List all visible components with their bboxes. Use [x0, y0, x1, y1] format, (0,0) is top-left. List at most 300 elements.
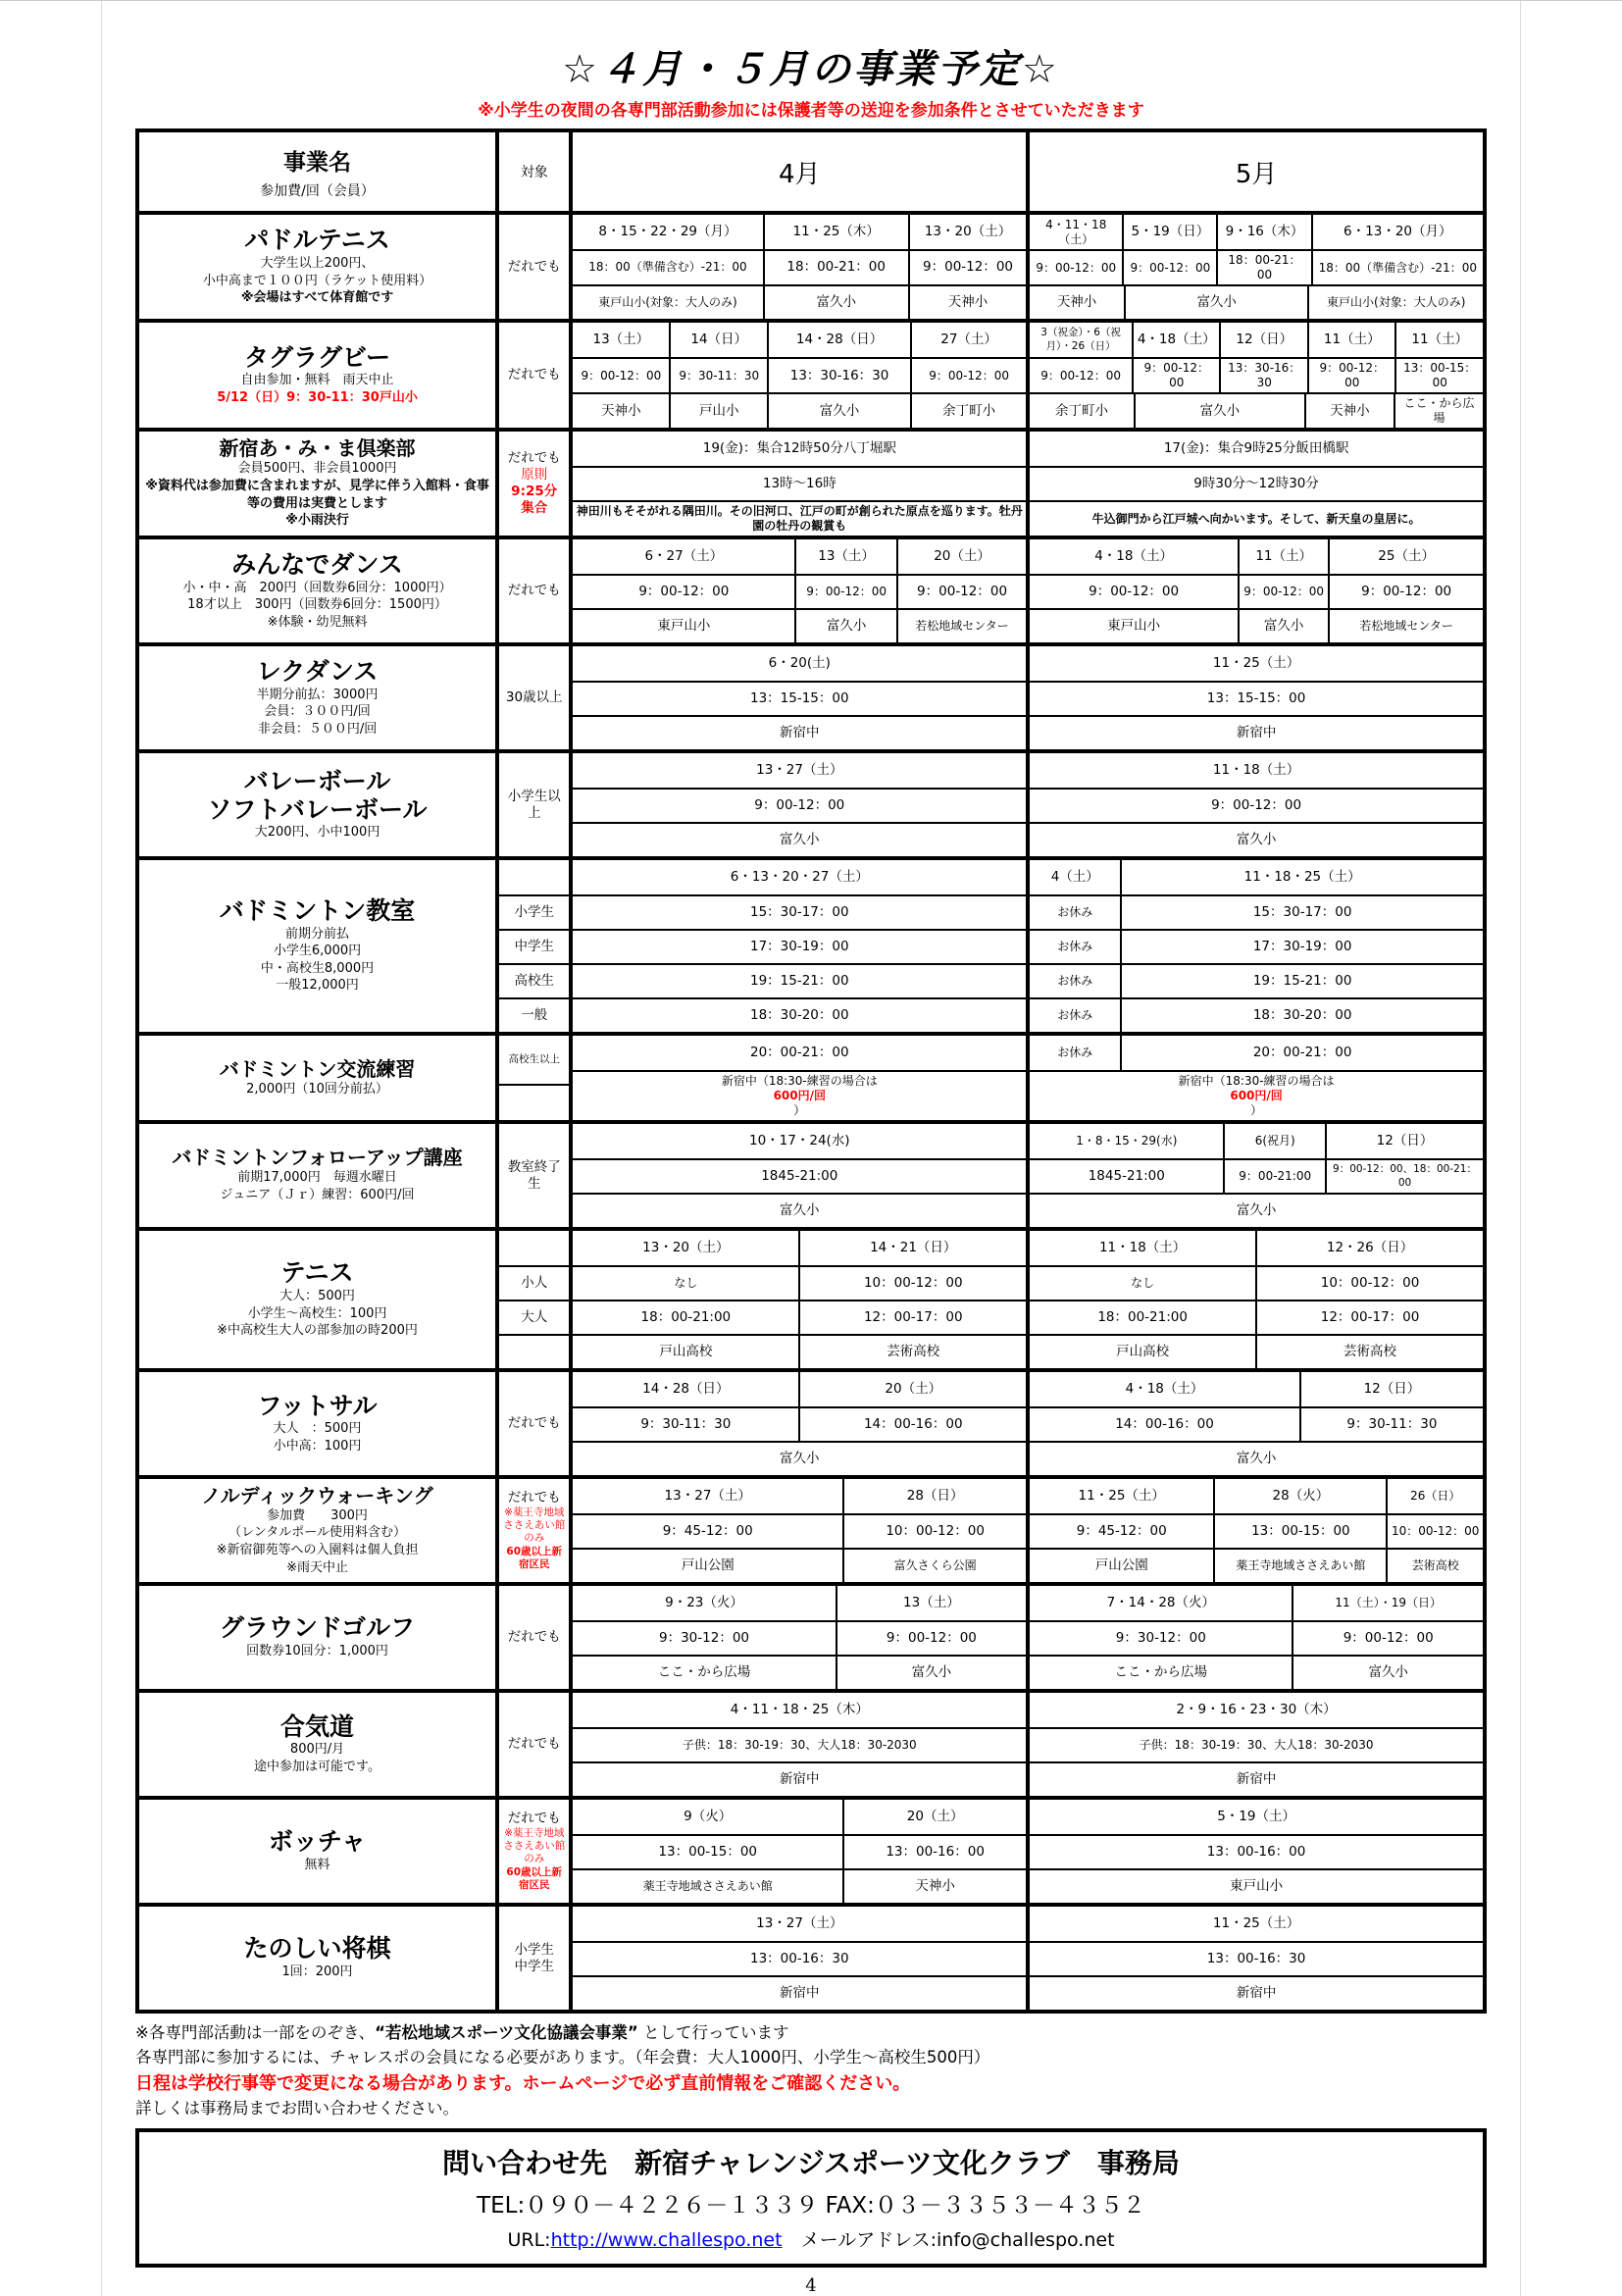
program-fee-note: ※資料代は参加費に含まれますが、見学に伴う入館料・食事等の費用は実費とします: [145, 478, 489, 511]
cell-line: 原則: [521, 467, 548, 484]
schedule-cell: 子供：18：30-19：30、大人18：30-2030: [682, 1738, 917, 1752]
schedule-cell: 12：00-17：00: [798, 1301, 1026, 1334]
program-title: 合気道: [280, 1711, 355, 1741]
header-target: 対象: [495, 132, 569, 211]
schedule-cell: ここ・から広場: [1114, 1664, 1208, 1681]
schedule-cell: 18：30-20：00: [749, 1007, 849, 1024]
schedule-cell: 13時～16時: [762, 476, 836, 492]
schedule-cell: 4・18（土）: [1132, 323, 1220, 357]
schedule-cell: 9：00-12：00: [836, 1622, 1027, 1655]
schedule-cell: 小学生以上: [507, 788, 561, 821]
target-column: [495, 860, 569, 1032]
schedule-cell: 13（土）: [836, 1586, 1027, 1620]
schedule-subrow: [573, 1548, 1026, 1582]
program-fee-note: 前期17,000円 毎週水曜日: [237, 1170, 397, 1186]
april-column: [569, 1800, 1026, 1903]
schedule-subrow: [499, 215, 569, 319]
schedule-cell: 9：30-12：00: [659, 1630, 749, 1647]
april-column: [569, 1231, 1026, 1368]
schedule-subrow: [499, 1372, 569, 1475]
schedule-cell: 新宿中: [780, 1771, 820, 1788]
program-fee-note: ※新宿御苑等への入園料は個人負担: [216, 1543, 419, 1557]
program-title: テニス: [280, 1258, 354, 1288]
target-column: [495, 215, 569, 319]
website-link[interactable]: http://www.challespo.net: [550, 2229, 783, 2252]
schedule-subrow: [1030, 1334, 1483, 1368]
schedule-cell: 富久小: [1236, 832, 1277, 848]
schedule-subrow: [573, 715, 1026, 749]
schedule-cell: 東戸山小: [1107, 618, 1161, 635]
schedule-cell: 14・28（日）: [767, 323, 910, 357]
target-column: [495, 1124, 569, 1227]
program-fee-note: ※雨天中止: [286, 1559, 348, 1575]
schedule-cell: 10：00-12：00: [1255, 1267, 1483, 1300]
schedule-subrow: [499, 860, 569, 894]
schedule-cell: 8・15・22・29（月）: [598, 224, 737, 240]
page-title: ☆４月・５月の事業予定☆: [562, 47, 1060, 92]
schedule-cell: 芸術高校: [798, 1336, 1026, 1368]
program-fee-note: 自由参加・無料 雨天中止: [240, 373, 394, 388]
program-row-badminton-class: [139, 856, 1483, 1032]
schedule-cell: 富久さくら公園: [842, 1550, 1026, 1582]
schedule-cell: 9：00-12：00: [896, 576, 1026, 608]
schedule-cell: 12（日）: [1325, 1124, 1483, 1158]
schedule-subrow: [1030, 574, 1483, 608]
schedule-cell: 13：00-15：00: [1394, 359, 1483, 392]
schedule-cell: 11（土）: [1307, 323, 1395, 357]
program-fee-note: 大人 ：500円: [273, 1421, 362, 1437]
program-name: [139, 323, 495, 428]
schedule-cell: 11・25（木）: [763, 215, 908, 249]
contact-box: [135, 2128, 1487, 2268]
program-fee-note: 小学生～高校生：100円: [247, 1305, 387, 1321]
schedule-cell: 天神小: [1304, 394, 1394, 428]
schedule-cell: なし: [1131, 1276, 1155, 1290]
schedule-cell: 11・18・25（土）: [1120, 860, 1483, 894]
schedule-cell: 28（火）: [1213, 1479, 1386, 1513]
schedule-subrow: [1030, 1441, 1483, 1475]
schedule-subrow: [499, 1231, 569, 1265]
may-column: [1026, 432, 1483, 536]
schedule-cell: 戸山公園: [1094, 1557, 1148, 1574]
schedule-subrow: [499, 1265, 569, 1300]
schedule-subrow: [573, 574, 1026, 608]
schedule-cell: [499, 1336, 569, 1368]
contact-url-line: [139, 2225, 1483, 2252]
schedule-cell: 13：00-15：00: [658, 1844, 758, 1861]
program-title: ボッチャ: [268, 1827, 367, 1857]
schedule-cell: 11（土）・19（日）: [1292, 1586, 1483, 1620]
april-column: [569, 539, 1026, 642]
program-row-nordic-walking: [139, 1475, 1483, 1582]
may-column: [1026, 1800, 1483, 1903]
schedule-cell: 14：00-16：00: [1115, 1416, 1214, 1433]
schedule-cell: 17：30-19：00: [749, 939, 849, 955]
schedule-subrow: [1030, 249, 1483, 284]
schedule-cell: 13：30-16：30: [1219, 359, 1307, 392]
program-fee-note: 一般12,000円: [276, 978, 359, 994]
schedule-subrow: [1030, 608, 1483, 642]
program-name: [139, 860, 495, 1032]
program-fee-note: 中・高校生8,000円: [260, 960, 375, 976]
schedule-cell: 6・27（土）: [644, 548, 724, 565]
program-row-rec-dance: [139, 642, 1483, 749]
may-column: [1026, 860, 1483, 1032]
schedule-subrow: [1030, 822, 1483, 856]
schedule-subrow: [573, 1300, 1026, 1334]
schedule-subrow: [573, 1975, 1026, 2010]
program-fee-note: 800円/月: [289, 1742, 345, 1758]
program-fee-note: （レンタルポール使用料含む）: [228, 1525, 406, 1541]
note-line: 日程は学校行事等で変更になる場合があります。ホームページで必ず直前情報をご確認ください。: [135, 2072, 911, 2094]
schedule-subrow: [499, 1693, 569, 1796]
schedule-cell: 9（火）: [684, 1809, 733, 1825]
schedule-cell: 天神小: [908, 286, 1026, 320]
schedule-subrow: [573, 1372, 1026, 1406]
schedule-subrow: [499, 1586, 569, 1689]
schedule-subrow: [573, 646, 1026, 681]
header-may: 5月: [1026, 132, 1483, 211]
target-column: [495, 646, 569, 749]
schedule-cell: 9：00-12：00: [794, 576, 896, 608]
april-column: [569, 753, 1026, 856]
header-program-name-sub: 参加費/回（会員）: [260, 182, 375, 199]
program-fee-note: 小中高：100円: [273, 1438, 362, 1454]
schedule-cell: 東戸山小(対象：大人のみ): [1307, 286, 1483, 319]
schedule-cell: 13・27（土）: [756, 762, 843, 779]
april-column: [569, 1586, 1026, 1689]
schedule-subrow: [1030, 1868, 1483, 1903]
schedule-cell: 新宿中（18:30-練習の場合は 600円/回 ）: [721, 1074, 878, 1117]
schedule-table: [135, 128, 1487, 2014]
schedule-cell: 富久小: [836, 1657, 1027, 1689]
program-row-boccia: [139, 1796, 1483, 1903]
schedule-subrow: [573, 1513, 1026, 1548]
program-row-badminton-followup: [139, 1120, 1483, 1227]
schedule-cell: 1845-21:00: [1088, 1168, 1165, 1185]
schedule-subrow: [573, 215, 1026, 249]
schedule-subrow: [573, 1124, 1026, 1158]
schedule-cell: 13・27（土）: [756, 1915, 843, 1932]
schedule-subrow: [1030, 1124, 1483, 1158]
schedule-subrow: [499, 323, 569, 428]
schedule-subrow: [573, 1727, 1026, 1761]
target-column: [495, 1586, 569, 1689]
schedule-subrow: [1030, 1300, 1483, 1334]
schedule-subrow: [573, 1070, 1026, 1120]
program-fee-note: 無料: [304, 1858, 330, 1873]
schedule-subrow: [573, 1586, 1026, 1620]
schedule-subrow: [573, 1265, 1026, 1300]
cell-line: 60歳以上新宿区民: [506, 1865, 563, 1891]
program-title: ノルディックウォーキング: [201, 1483, 433, 1507]
schedule-subrow: [573, 1441, 1026, 1475]
schedule-cell: 20：00-21：00: [1120, 1036, 1483, 1070]
schedule-cell: 14：00-16：00: [798, 1408, 1026, 1441]
program-row-aikido: [139, 1689, 1483, 1796]
schedule-subrow: [1030, 1036, 1483, 1070]
schedule-cell: 13：30-16：30: [767, 359, 910, 392]
schedule-cell: 11（土）: [1394, 323, 1483, 357]
program-title: フットサル: [257, 1391, 378, 1420]
schedule-cell: 25（土）: [1328, 539, 1483, 574]
cell-line: だれでも: [507, 1490, 561, 1506]
schedule-cell: 一般: [521, 1007, 548, 1024]
schedule-cell: 戸山高校: [659, 1344, 713, 1360]
schedule-cell: 牛込御門から江戸城へ向かいます。そして、新天皇の皇居に。: [1091, 511, 1421, 526]
schedule-cell: 18：30-20：00: [1120, 999, 1483, 1032]
schedule-subrow: [573, 608, 1026, 642]
schedule-cell: 18：00-21：00: [1216, 251, 1310, 284]
schedule-cell: 9：45-12：00: [662, 1523, 753, 1540]
schedule-subrow: [573, 1868, 1026, 1903]
schedule-cell: 9：00-12：00: [1132, 359, 1220, 392]
schedule-subrow: [499, 1907, 569, 2010]
schedule-cell: 13：00-16：00: [1206, 1844, 1306, 1861]
schedule-cell: 子供：18：30-19：30、大人18：30-2030: [1139, 1738, 1374, 1752]
april-column: [569, 860, 1026, 1032]
april-column: [569, 646, 1026, 749]
cell-line: ※薬王寺地域ささえあい館のみ: [503, 1506, 566, 1545]
program-name: [139, 1372, 495, 1475]
schedule-cell: 13：00-16：00: [842, 1836, 1026, 1868]
schedule-cell: 15：30-17：00: [1120, 896, 1483, 929]
target-column: [495, 1800, 569, 1903]
program-row-ground-golf: [139, 1582, 1483, 1689]
program-name: [139, 1124, 495, 1227]
program-fee-note: 途中参加は可能です。: [254, 1759, 380, 1774]
schedule-cell: 6・13・20・27（土）: [730, 869, 869, 886]
schedule-cell: 9時30分～12時30分: [1193, 476, 1319, 492]
schedule-cell: 小学生: [514, 904, 554, 921]
schedule-cell: 13：00-16：30: [1206, 1951, 1306, 1967]
schedule-cell: 30歳以上: [505, 689, 563, 706]
program-fee-note: 会員500円、非会員1000円: [237, 461, 397, 477]
schedule-cell: 新宿中: [1236, 1985, 1277, 2002]
program-fee-note: 参加費 300円: [267, 1507, 368, 1523]
schedule-cell: だれでも: [507, 258, 561, 275]
schedule-subrow: [1030, 1406, 1483, 1441]
program-row-minna-dance: [139, 536, 1483, 642]
schedule-subrow: [499, 963, 569, 997]
schedule-cell: 10・17・24(水): [749, 1133, 850, 1149]
schedule-subrow: [499, 1334, 569, 1368]
schedule-cell: [499, 1479, 569, 1582]
schedule-cell: 新宿中: [780, 1985, 820, 2002]
schedule-cell: 小人: [521, 1275, 548, 1292]
schedule-cell: 9：00-12：00: [910, 359, 1026, 392]
schedule-subrow: [499, 432, 569, 536]
program-title: バドミントン教室: [219, 896, 416, 926]
page-subtitle-warning: ※小学生の夜間の各専門部活動参加には保護者等の送迎を参加条件とさせていただきます: [478, 101, 1144, 121]
schedule-cell: 若松地域センター: [896, 610, 1026, 642]
schedule-cell: 6(祝月): [1223, 1124, 1325, 1158]
schedule-cell: 4・11・18（土）: [1045, 217, 1107, 246]
may-column: [1026, 1036, 1483, 1120]
schedule-cell: 9：00-12：00: [1089, 584, 1180, 600]
schedule-subrow: [1030, 753, 1483, 788]
schedule-cell: 9：00-12：00: [1328, 576, 1483, 608]
program-name: [139, 646, 495, 749]
schedule-cell: 9・16（木）: [1216, 215, 1310, 249]
schedule-cell: 小学生 中学生: [514, 1941, 554, 1974]
schedule-cell: 17：30-19：00: [1120, 931, 1483, 963]
schedule-cell: 9：30-11：30: [640, 1416, 732, 1433]
target-column: [495, 753, 569, 856]
april-column: [569, 1372, 1026, 1475]
schedule-cell: 19：15-21：00: [749, 973, 849, 990]
program-row-tennis: [139, 1227, 1483, 1368]
schedule-cell: 13：00-15：00: [1213, 1515, 1386, 1548]
schedule-cell: 天神小: [1056, 294, 1097, 311]
schedule-subrow: [499, 753, 569, 856]
schedule-subrow: [499, 894, 569, 929]
schedule-subrow: [1030, 929, 1483, 963]
may-column: [1026, 1586, 1483, 1689]
schedule-subrow: [573, 1693, 1026, 1727]
schedule-cell: 富久小: [780, 1451, 820, 1467]
schedule-cell: 9：00-12：00: [1036, 260, 1117, 275]
schedule-cell: お休み: [1057, 1046, 1093, 1059]
schedule-subrow: [1030, 1800, 1483, 1834]
target-column: [495, 1372, 569, 1475]
program-fee-note: 大学生以上200円、: [260, 256, 375, 272]
schedule-subrow: [1030, 894, 1483, 929]
program-row-paddle-tennis: [139, 211, 1483, 319]
schedule-subrow: [1030, 1907, 1483, 1941]
schedule-cell: 5・19（日）: [1122, 215, 1216, 249]
schedule-subrow: [573, 1834, 1026, 1868]
schedule-cell: [499, 1086, 569, 1120]
schedule-cell: 9：00-12：00: [1122, 251, 1216, 284]
program-name: [139, 215, 495, 319]
schedule-cell: 13：00-16：30: [749, 1951, 849, 1967]
schedule-subrow: [573, 249, 1026, 284]
schedule-subrow: [1030, 1193, 1483, 1227]
schedule-cell: 13：15-15：00: [749, 690, 849, 707]
schedule-subrow: [499, 646, 569, 749]
schedule-subrow: [573, 392, 1026, 428]
header-april: 4月: [569, 132, 1026, 211]
schedule-cell: 9：00-12：00: [1040, 368, 1121, 383]
schedule-subrow: [573, 432, 1026, 466]
schedule-cell: 14・28（日）: [642, 1381, 730, 1398]
may-column: [1026, 215, 1483, 319]
program-fee-note: ※中高校生大人の部参加の時200円: [217, 1323, 418, 1339]
schedule-cell: 教室終了生: [507, 1158, 561, 1192]
schedule-cell: 4（土）: [1050, 869, 1099, 886]
schedule-subrow: [1030, 1479, 1483, 1513]
schedule-cell: 天神小: [601, 402, 641, 419]
program-title: バドミントンフォローアップ講座: [172, 1146, 463, 1170]
schedule-cell: 13・20（土）: [908, 215, 1026, 249]
program-name: [139, 1693, 495, 1796]
schedule-subrow: [573, 788, 1026, 822]
program-title: タグラグビー: [244, 342, 391, 372]
schedule-subrow: [1030, 860, 1483, 894]
schedule-cell: 18：00-21:00: [640, 1309, 732, 1326]
schedule-subrow: [1030, 1070, 1483, 1120]
schedule-cell: 9：00-12：00: [581, 368, 662, 383]
schedule-subrow: [1030, 539, 1483, 574]
schedule-cell: 9：00-12：00: [754, 797, 845, 814]
schedule-cell: お休み: [1057, 974, 1093, 988]
schedule-subrow: [573, 1941, 1026, 1975]
schedule-cell: 高校生: [514, 973, 554, 990]
schedule-cell: 6・13・20（月）: [1311, 215, 1483, 249]
program-row-shogi: [139, 1903, 1483, 2010]
schedule-cell: 10：00-12：00: [798, 1267, 1026, 1300]
schedule-cell: 14（日）: [669, 323, 767, 357]
target-column: [495, 323, 569, 428]
schedule-cell: 1845-21:00: [761, 1168, 838, 1185]
schedule-subrow: [573, 822, 1026, 856]
schedule-subrow: [573, 929, 1026, 963]
schedule-cell: 富久小: [1238, 610, 1328, 642]
program-fee-note: 5/12（日）9：30-11：30戸山小: [217, 389, 418, 405]
schedule-cell: 富久小: [1236, 1202, 1277, 1219]
schedule-subrow: [1030, 1975, 1483, 2010]
cell-line: 9:25分: [511, 484, 558, 499]
schedule-subrow: [1030, 1693, 1483, 1727]
schedule-cell: [499, 860, 569, 894]
schedule-cell: 11・25（土）: [1212, 1915, 1300, 1932]
schedule-subrow: [1030, 1834, 1483, 1868]
schedule-subrow: [1030, 788, 1483, 822]
schedule-cell: 11（土）: [1238, 539, 1328, 574]
schedule-subrow: [573, 1231, 1026, 1265]
schedule-subrow: [1030, 500, 1483, 536]
schedule-cell: なし: [674, 1276, 698, 1290]
schedule-cell: 富久小: [763, 286, 908, 320]
schedule-subrow: [573, 284, 1026, 320]
may-column: [1026, 323, 1483, 428]
schedule-cell: 12（日）: [1219, 323, 1307, 357]
schedule-subrow: [1030, 432, 1483, 466]
schedule-cell: 2・9・16・23・30（木）: [1176, 1702, 1337, 1718]
schedule-cell: 18：00（準備含む）-21：00: [1311, 251, 1483, 284]
cell-line: 60歳以上新宿区民: [506, 1545, 563, 1570]
schedule-cell: 11・18（土）: [1098, 1240, 1187, 1256]
note-line: 詳しくは事務局までお問い合わせください。: [135, 2098, 459, 2117]
program-title: グラウンドゴルフ: [220, 1613, 416, 1643]
target-column: [495, 1907, 569, 2010]
schedule-subrow: [1030, 1513, 1483, 1548]
contact-email: メールアドレス:info@challespo.net: [782, 2229, 1115, 2252]
contact-url-prefix: URL:: [507, 2229, 551, 2252]
schedule-cell: 芸術高校: [1386, 1550, 1483, 1582]
program-name: [139, 1907, 495, 2010]
schedule-cell: 9：30-11：30: [669, 359, 767, 392]
target-column: [495, 1036, 569, 1120]
schedule-cell: 神田川もそそがれる隅田川。その旧河口、江戸の町が創られた原点を巡ります。牡丹園の牡丹の観賞も: [576, 504, 1023, 533]
schedule-cell: 19：15-21：00: [1120, 965, 1483, 997]
schedule-subrow: [1030, 646, 1483, 681]
schedule-cell: 富久小: [1124, 286, 1308, 319]
contact-title: 問い合わせ先 新宿チャレンジスポーツ文化クラブ 事務局: [442, 2147, 1180, 2180]
schedule-subrow: [573, 963, 1026, 997]
schedule-cell: 9：00-12：00: [1238, 576, 1328, 608]
schedule-subrow: [573, 1193, 1026, 1227]
target-column: [495, 539, 569, 642]
program-fee-note: ジュニア（Ｊｒ）練習：600円/回: [220, 1188, 415, 1202]
schedule-cell: 薬王寺地域ささえあい館: [642, 1879, 773, 1893]
schedule-cell: 富久小: [1292, 1657, 1483, 1689]
table-header-row: [139, 132, 1483, 211]
schedule-subrow: [499, 539, 569, 642]
schedule-cell: 東戸山小: [657, 618, 711, 635]
program-fee-note: 小・中・高 200円（回数券6回分：1000円）: [182, 580, 452, 595]
